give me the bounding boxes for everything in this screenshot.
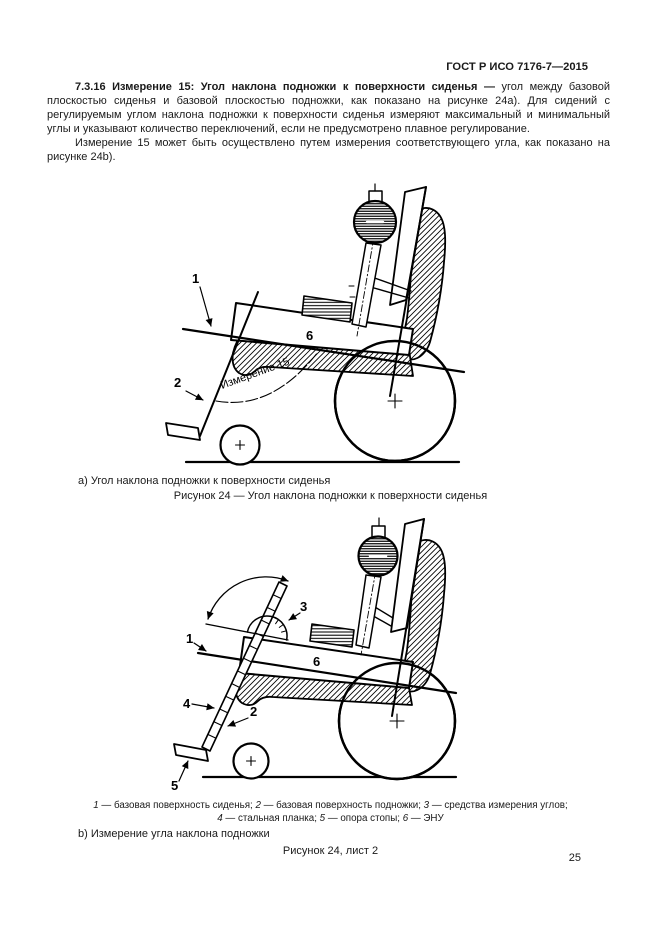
legend-text: — средства измерения углов; — [429, 800, 568, 811]
figure-legend — [47, 799, 614, 825]
legend-num: 2 — [255, 800, 261, 811]
paragraph-7-3-16 — [47, 80, 610, 136]
callout-2-leader — [228, 718, 248, 726]
legend-line-2 — [47, 812, 614, 825]
legend-text: — стальная планка; — [222, 813, 320, 824]
figure-24-caption: Рисунок 24 — Угол наклона подножки к поверхности сиденья — [173, 490, 488, 502]
callout-1-seat-plane: 1 — [192, 271, 200, 286]
callout-5-foot-support: 5 — [171, 778, 179, 793]
ballast-block — [310, 624, 354, 647]
legend-line-1 — [47, 799, 614, 812]
callout-2-footrest-plane: 2 — [250, 704, 258, 719]
paragraph-lead-bold: 7.3.16 Измерение 15: Угол наклона подножки к поверхности сиденья — — [75, 81, 502, 93]
figure-b-item-caption: b) Измерение угла наклона подножки — [78, 828, 270, 840]
callout-4-leader — [192, 704, 214, 708]
callout-1-leader — [200, 287, 211, 326]
legend-num: 1 — [93, 800, 99, 811]
callout-6-rld: 6 — [313, 654, 321, 669]
callout-3-angle-meter: 3 — [300, 599, 308, 614]
callout-1-leader — [194, 643, 206, 651]
callout-5-leader — [179, 761, 188, 781]
legend-text: — базовая поверхность сиденья; — [98, 800, 256, 811]
paragraph-note: Измерение 15 может быть осуществлено путем измерения соответствующего угла, как показано на рисунке 24b). — [47, 137, 610, 164]
legend-num: 5 — [319, 813, 326, 824]
callout-2-footrest-plane: 2 — [174, 375, 182, 390]
callout-2-leader — [186, 391, 203, 400]
angle-measure-label: Измерение 15 — [218, 355, 292, 392]
legend-text: — опора стопы; — [325, 813, 403, 824]
legend-num: 4 — [217, 813, 223, 824]
figure-24b — [0, 512, 661, 802]
load-rod — [352, 243, 381, 327]
legend-text: — ЭНУ — [408, 813, 444, 824]
figure-24-sheet2-caption: Рисунок 24, лист 2 — [282, 845, 379, 857]
callout-4-steel-plate: 4 — [183, 696, 191, 711]
figure-a-item-caption: а) Угол наклона подножки к поверхности сиденья — [78, 475, 331, 487]
callout-6-rld: 6 — [306, 328, 314, 343]
legend-text: — базовая поверхность подножки; — [260, 800, 424, 811]
paragraph-lead-rest: угол между базовой плоскостью сиденья и базовой плоскостью подножки, как показано на рисунке 24а). Для сидений с регулируемым углом наклона подножки к поверхности сиденья измеряют максимальный и минимальный углы и указывают количество переключений, если не предусмотрено плавное регулирование. — [47, 81, 610, 136]
page-header: ГОСТ Р ИСО 7176-7—2015 — [446, 61, 588, 73]
body-text — [47, 80, 610, 165]
callout-1-seat-plane: 1 — [186, 631, 194, 646]
callout-3-leader — [289, 613, 300, 620]
footplate — [166, 423, 200, 440]
rod-tick-marks — [349, 286, 355, 297]
figure-24a — [0, 180, 661, 474]
legend-num: 6 — [402, 813, 409, 824]
legend-num: 3 — [423, 800, 430, 811]
page-number: 25 — [568, 852, 581, 864]
